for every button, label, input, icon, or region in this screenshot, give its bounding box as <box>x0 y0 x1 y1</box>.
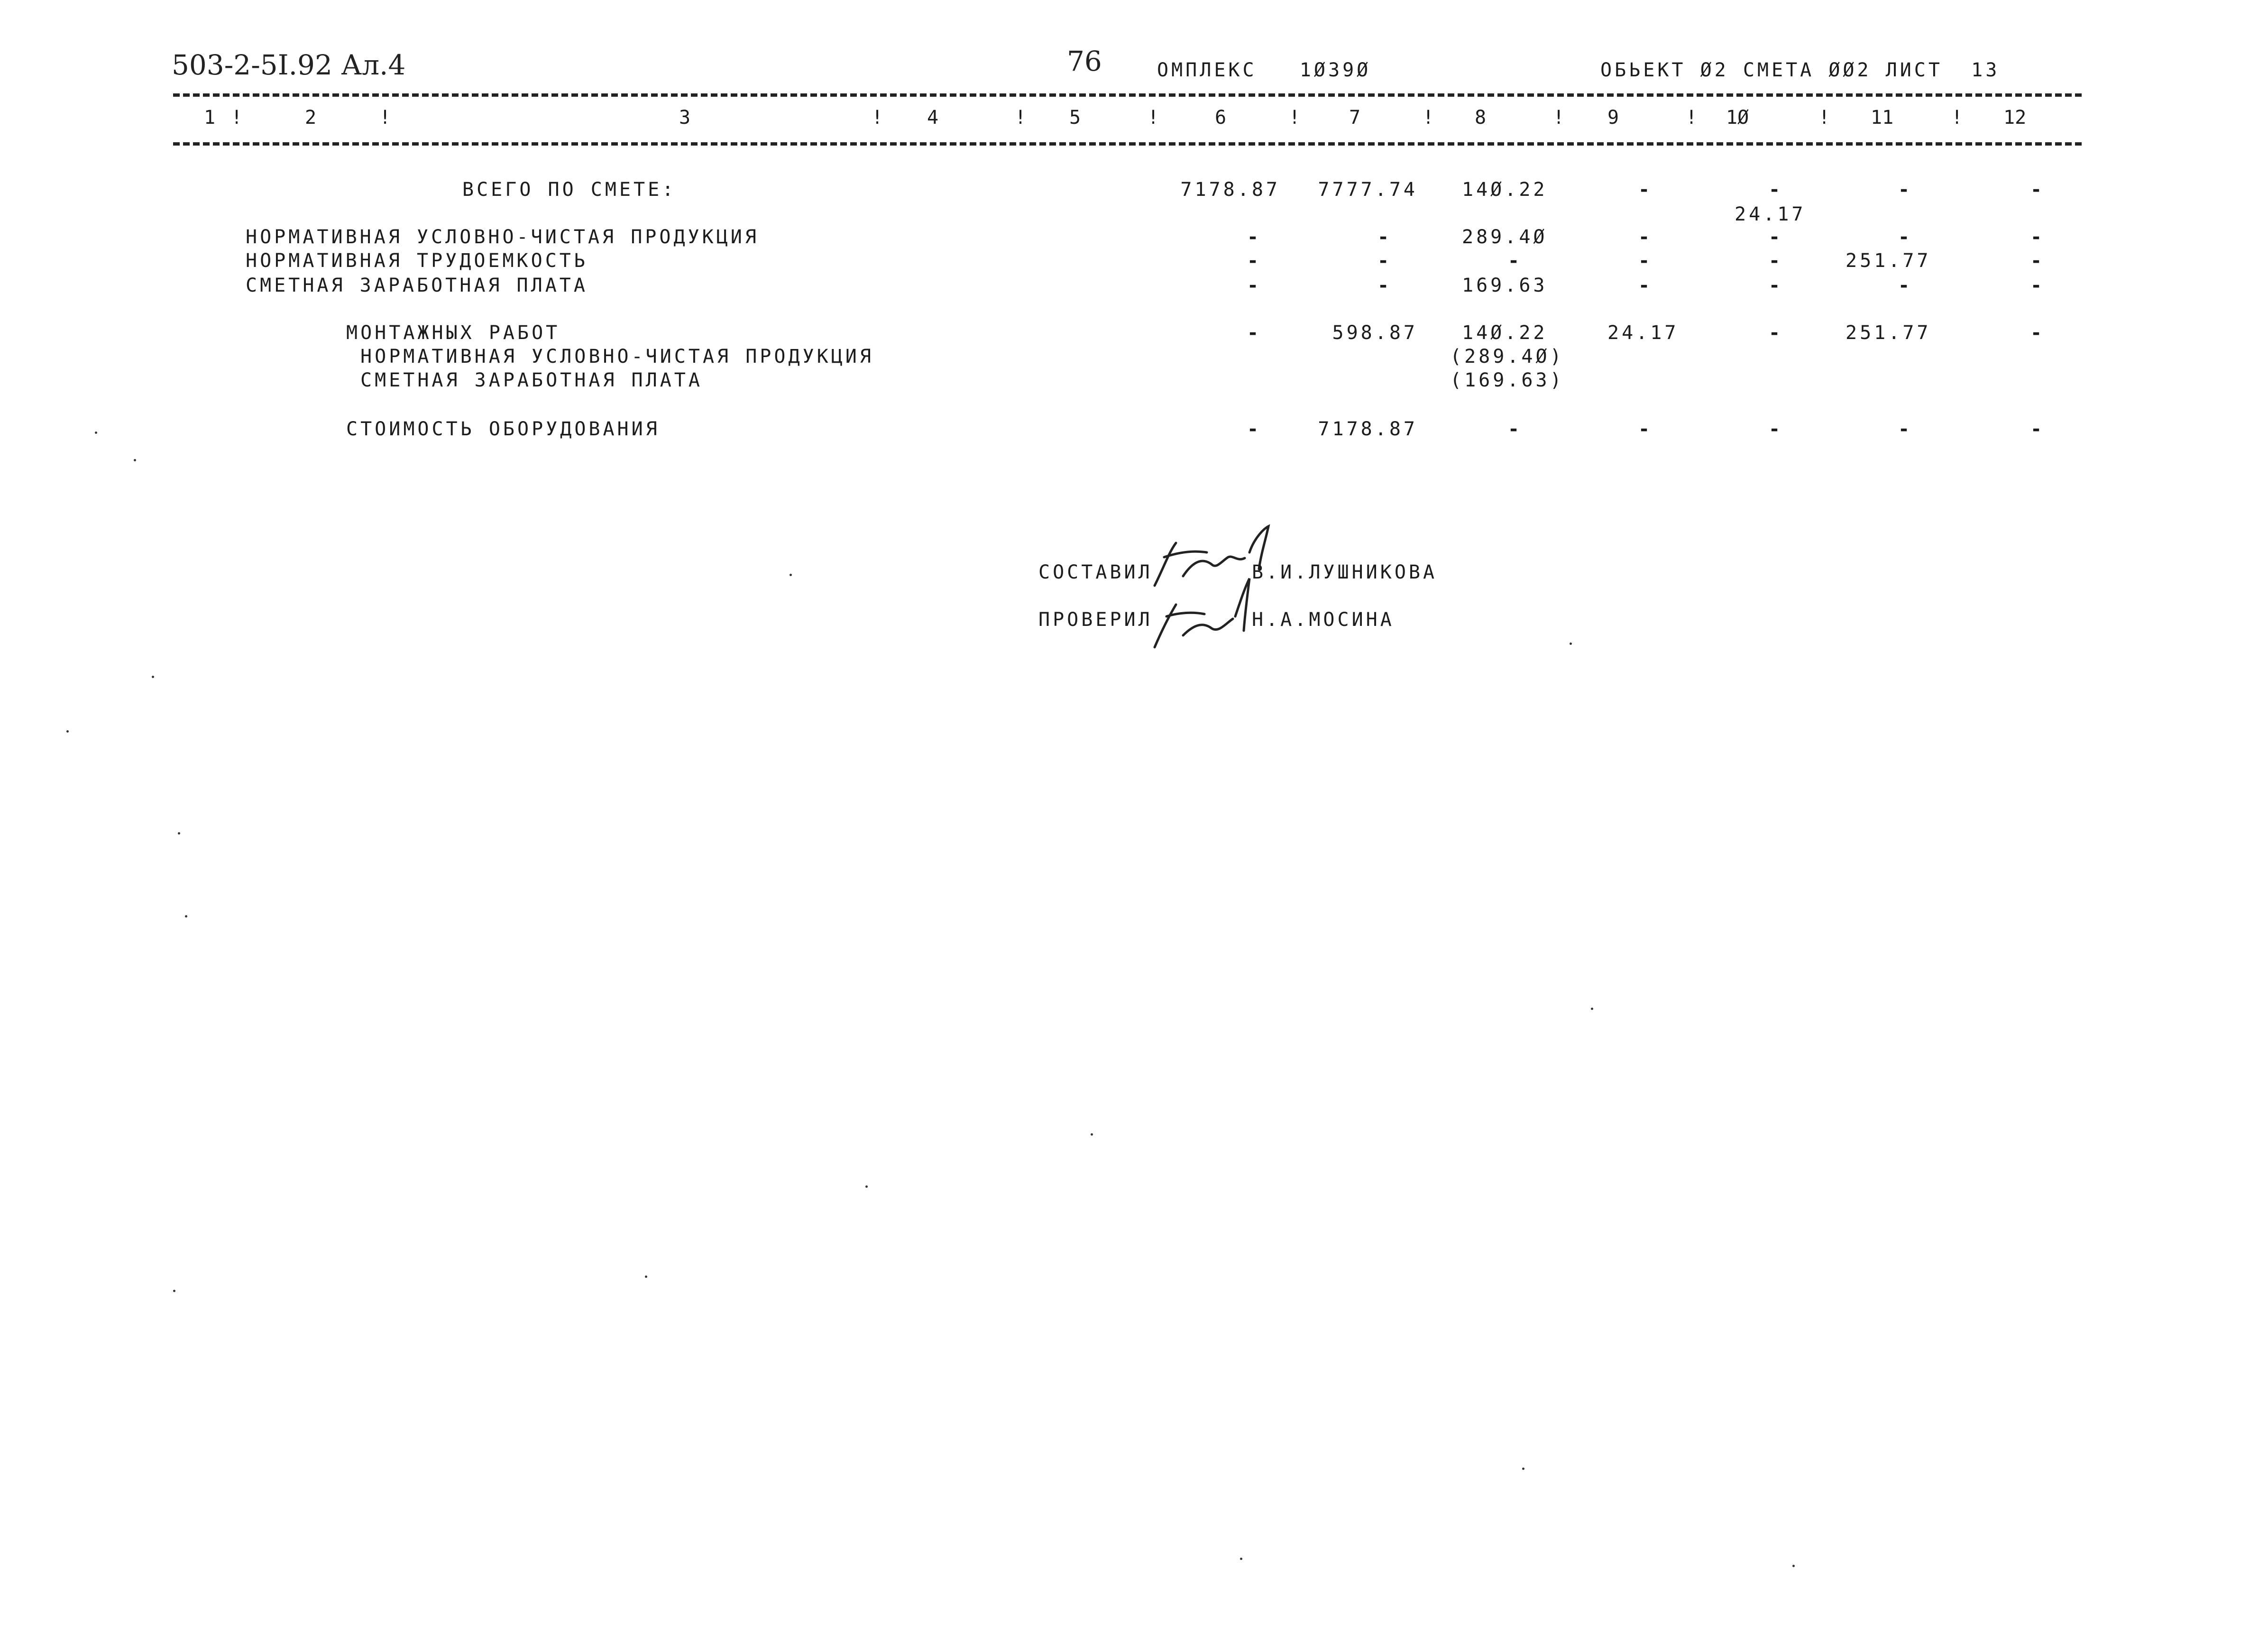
cell-col12: - <box>2030 418 2042 440</box>
scan-speck <box>178 832 180 835</box>
row-label: ВСЕГО ПО СМЕТЕ: <box>462 179 677 201</box>
cell-col11: - <box>1898 275 1910 296</box>
cell-col10: - <box>1769 275 1781 296</box>
scan-speck <box>1591 1008 1593 1010</box>
object-reference: ОБЬЕКТ Ø2 СМЕТА ØØ2 ЛИСТ 13 <box>1600 59 2000 81</box>
col-separator: ! <box>379 107 391 128</box>
cell-col6: - <box>1247 250 1259 272</box>
cell-col6: - <box>1247 275 1259 296</box>
col-7: 7 <box>1349 107 1361 128</box>
cell-col9: - <box>1638 418 1650 440</box>
cell-col8: 14Ø.22 <box>1462 322 1548 344</box>
col-6: 6 <box>1215 107 1227 128</box>
col-1: 1 <box>204 107 216 128</box>
cell-col9: 24.17 <box>1607 322 1679 344</box>
col-separator: ! <box>1553 107 1565 128</box>
row-sublabel: СМЕТНАЯ ЗАРАБОТНАЯ ПЛАТА <box>360 369 703 391</box>
checked-by-label: ПРОВЕРИЛ <box>1038 609 1153 631</box>
cell-col11: 251.77 <box>1846 250 1931 272</box>
scan-speck <box>152 676 154 678</box>
cell-col9: - <box>1638 275 1650 296</box>
cell-col8: 14Ø.22 <box>1462 179 1548 201</box>
row-label: СМЕТНАЯ ЗАРАБОТНАЯ ПЛАТА <box>246 275 588 296</box>
cell-col10-sub: 24.17 <box>1735 203 1806 225</box>
row-label: НОРМАТИВНАЯ ТРУДОЕМКОСТЬ <box>246 250 588 272</box>
cell-col12: - <box>2030 275 2042 296</box>
cell-col8: - <box>1508 418 1520 440</box>
col-separator: ! <box>1686 107 1698 128</box>
table-top-rule <box>173 93 2082 97</box>
col-separator: ! <box>872 107 883 128</box>
scan-speck <box>66 730 69 733</box>
scan-speck <box>185 915 187 918</box>
scan-speck <box>134 459 136 461</box>
row-sublabel: НОРМАТИВНАЯ УСЛОВНО-ЧИСТАЯ ПРОДУКЦИЯ <box>360 346 874 367</box>
scan-speck <box>1522 1468 1524 1470</box>
cell-col10: - <box>1769 226 1781 248</box>
cell-col7: 7178.87 <box>1318 418 1418 440</box>
scan-speck <box>645 1276 647 1278</box>
cell-col6: - <box>1247 226 1259 248</box>
scan-speck <box>790 574 792 576</box>
cell-col8-sub: (169.63) <box>1450 369 1564 391</box>
scan-speck <box>865 1185 868 1188</box>
cell-col12: - <box>2030 250 2042 272</box>
cell-col8-sub: (289.4Ø) <box>1450 346 1564 367</box>
col-separator: ! <box>1289 107 1301 128</box>
col-separator: ! <box>1015 107 1027 128</box>
cell-col10: - <box>1769 322 1781 344</box>
row-label: МОНТАЖНЫХ РАБОТ <box>346 322 560 344</box>
cell-col6: - <box>1247 322 1259 344</box>
cell-col6: 7178.87 <box>1180 179 1280 201</box>
col-3: 3 <box>679 107 691 128</box>
col-11: 11 <box>1871 107 1894 128</box>
composed-by-label: СОСТАВИЛ <box>1038 561 1153 583</box>
scan-speck <box>1091 1133 1093 1136</box>
doc-code: 503-2-5I.92 Ал.4 <box>172 49 406 81</box>
col-12: 12 <box>2003 107 2027 128</box>
cell-col9: - <box>1638 226 1650 248</box>
cell-col8: - <box>1508 250 1520 272</box>
scan-speck <box>1570 642 1572 645</box>
cell-col11: - <box>1898 418 1910 440</box>
cell-col10: - <box>1769 179 1781 201</box>
col-separator: ! <box>1148 107 1159 128</box>
cell-col9: - <box>1638 179 1650 201</box>
cell-col11: - <box>1898 226 1910 248</box>
cell-col8: 169.63 <box>1462 275 1548 296</box>
col-10: 1Ø <box>1726 107 1749 128</box>
col-separator: ! <box>1818 107 1830 128</box>
scan-speck <box>1240 1558 1242 1560</box>
cell-col12: - <box>2030 322 2042 344</box>
cell-col7: 7777.74 <box>1318 179 1418 201</box>
cell-col7: - <box>1377 250 1389 272</box>
checked-by-name: Н.А.МОСИНА <box>1252 609 1395 631</box>
col-separator: ! <box>231 107 243 128</box>
cell-col8: 289.4Ø <box>1462 226 1548 248</box>
cell-col9: - <box>1638 250 1650 272</box>
col-separator: ! <box>1951 107 1963 128</box>
scan-speck <box>95 431 97 434</box>
composed-by-name: В.И.ЛУШНИКОВА <box>1252 561 1438 583</box>
col-4: 4 <box>927 107 939 128</box>
col-9: 9 <box>1607 107 1619 128</box>
scan-speck <box>173 1290 175 1292</box>
col-2: 2 <box>305 107 317 128</box>
cell-col6: - <box>1247 418 1259 440</box>
cell-col10: - <box>1769 250 1781 272</box>
cell-col11: - <box>1898 179 1910 201</box>
cell-col10: - <box>1769 418 1781 440</box>
complex-id: ОМПЛЕКС 1Ø39Ø <box>1157 59 1371 81</box>
row-label: СТОИМОСТЬ ОБОРУДОВАНИЯ <box>346 418 660 440</box>
row-label: НОРМАТИВНАЯ УСЛОВНО-ЧИСТАЯ ПРОДУКЦИЯ <box>246 226 759 248</box>
cell-col12: - <box>2030 179 2042 201</box>
checked-signature-image <box>1150 569 1257 652</box>
col-8: 8 <box>1475 107 1487 128</box>
cell-col7: 598.87 <box>1332 322 1418 344</box>
scan-speck <box>1792 1565 1795 1567</box>
page-number: 76 <box>1067 45 1102 77</box>
cell-col12: - <box>2030 226 2042 248</box>
cell-col7: - <box>1377 275 1389 296</box>
cell-col7: - <box>1377 226 1389 248</box>
col-separator: ! <box>1423 107 1434 128</box>
table-header-rule <box>173 142 2082 146</box>
cell-col11: 251.77 <box>1846 322 1931 344</box>
col-5: 5 <box>1069 107 1081 128</box>
